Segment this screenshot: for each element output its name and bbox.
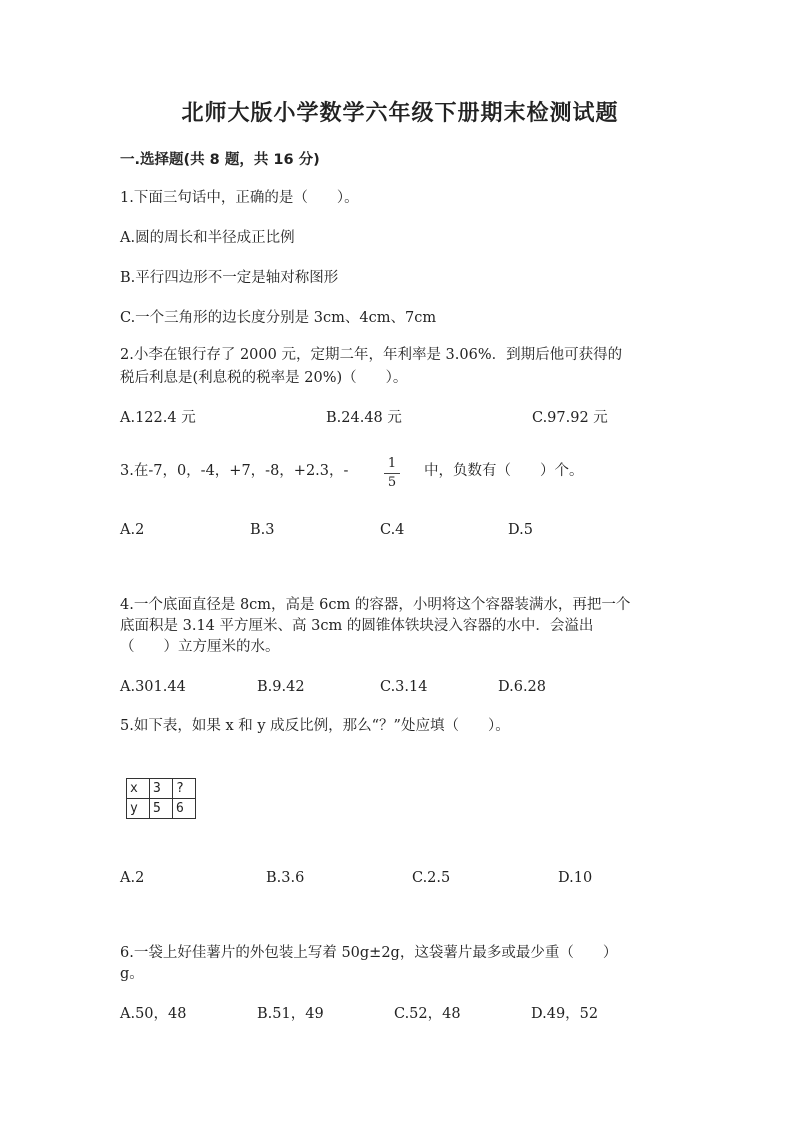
q3-option-a: A.2 [120,522,145,538]
table-cell: y [127,799,150,819]
table-row [127,779,196,799]
q5-option-c: C.2.5 [412,870,451,886]
q3-stem-suffix: 中，负数有（ ）个。 [424,463,584,479]
q1-option-a: A.圆的周长和半径成正比例 [120,230,295,246]
table-cell: 6 [173,799,196,819]
q5-stem: 5.如下表，如果 x 和 y 成反比例，那么“？”处应填（ ）。 [120,718,510,734]
q3-option-b: B.3 [250,522,275,538]
q4-stem-line3: （ ）立方厘米的水。 [120,639,280,655]
q5-option-d: D.10 [558,870,593,886]
q2-option-b: B.24.48 元 [326,410,402,426]
q3-option-c: C.4 [380,522,405,538]
q5-option-a: A.2 [120,870,145,886]
table-cell: ? [173,779,196,799]
q4-option-a: A.301.44 [120,679,186,695]
q6-stem-line2: g。 [120,966,144,982]
fraction-numerator: 1 [387,456,397,471]
q3-option-d: D.5 [508,522,533,538]
q6-option-d: D.49，52 [531,1006,599,1022]
section-heading: 一.选择题(共 8 题，共 16 分) [120,152,320,168]
table-cell: x [127,779,150,799]
q1-option-c: C.一个三角形的边长度分别是 3cm、4cm、7cm [120,310,437,326]
q6-stem-line1: 6.一袋上好佳薯片的外包装上写着 50g±2g，这袋薯片最多或最少重（ ） [120,945,618,961]
q4-option-c: C.3.14 [380,679,428,695]
fraction-bar [384,473,400,474]
q6-option-b: B.51，49 [257,1006,324,1022]
q4-option-b: B.9.42 [257,679,305,695]
q4-stem-line2: 底面积是 3.14 平方厘米、高 3cm 的圆锥体铁块浸入容器的水中．会溢出 [120,618,594,634]
table-cell: 3 [150,779,173,799]
q4-option-d: D.6.28 [498,679,547,695]
page-title: 北师大版小学数学六年级下册期末检测试题 [181,101,619,126]
q3-stem-prefix: 3.在-7，0，-4，+7，-8，+2.3，- [120,463,349,479]
fraction-denominator: 5 [387,475,397,490]
q1-option-b: B.平行四边形不一定是轴对称图形 [120,270,339,286]
q2-option-c: C.97.92 元 [532,410,608,426]
q5-option-b: B.3.6 [266,870,305,886]
q3-fraction [382,456,402,491]
q6-option-c: C.52，48 [394,1006,461,1022]
table-row [127,799,196,819]
table-cell: 5 [150,799,173,819]
q6-option-a: A.50，48 [120,1006,187,1022]
q1-stem: 1.下面三句话中，正确的是（ ）。 [120,190,359,206]
xy-table [126,778,196,819]
q2-stem-line1: 2.小李在银行存了 2000 元，定期二年，年利率是 3.06%．到期后他可获得的 [120,347,623,363]
q2-option-a: A.122.4 元 [120,410,196,426]
q2-stem-line2: 税后利息是(利息税的税率是 20%)（ ）。 [120,370,408,386]
q4-stem-line1: 4.一个底面直径是 8cm，高是 6cm 的容器，小明将这个容器装满水，再把一个 [120,597,631,613]
